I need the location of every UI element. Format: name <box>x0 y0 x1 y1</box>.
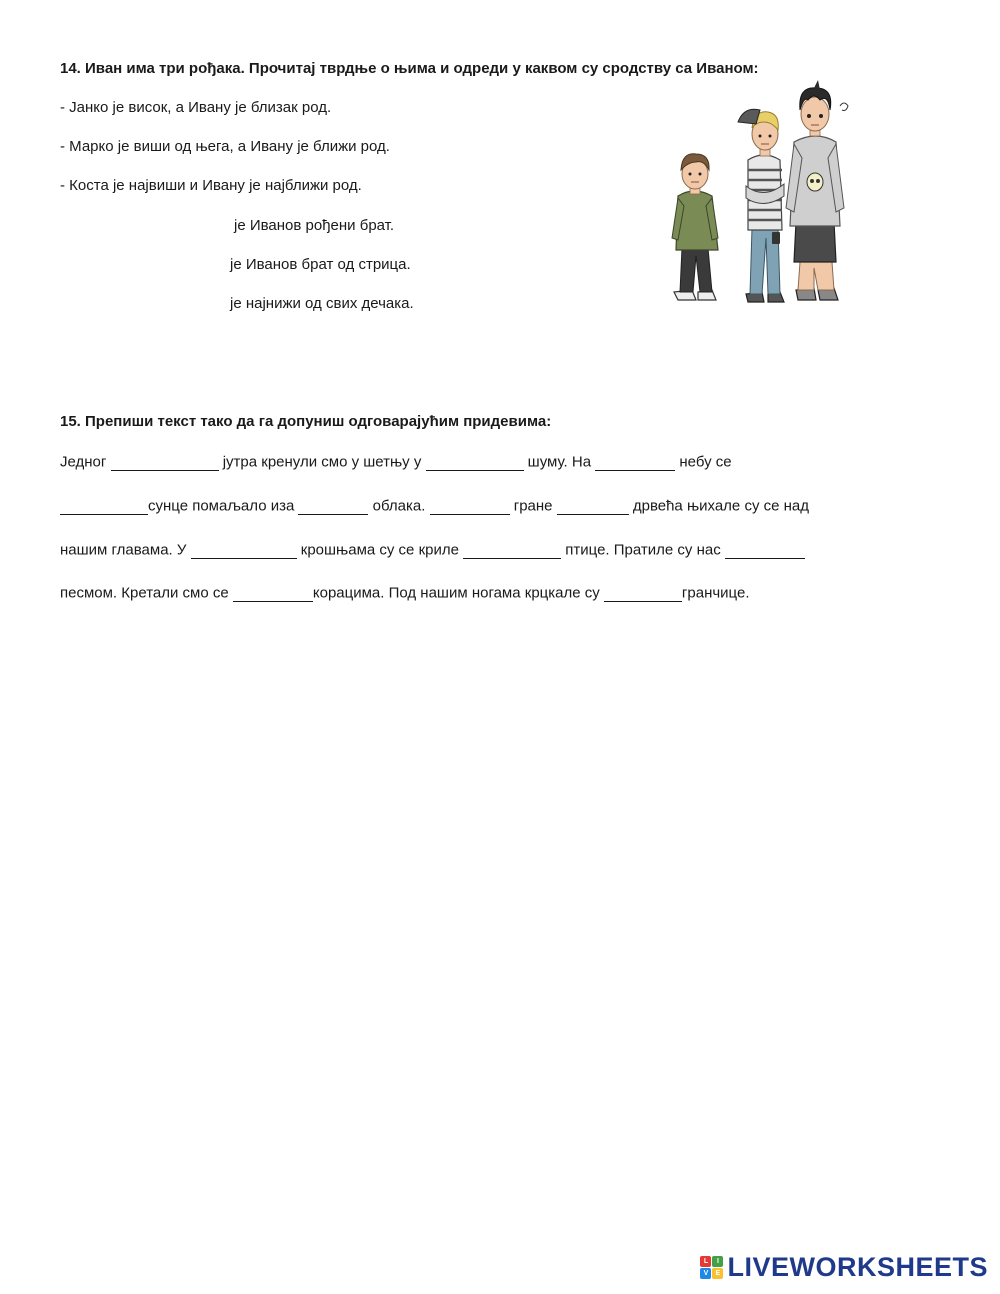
statement-marko: - Марко је виши од њега, а Ивану је ближи род. <box>60 138 390 155</box>
blank-6[interactable] <box>430 497 510 515</box>
blank-11[interactable] <box>233 584 313 602</box>
line1-text-d: небу се <box>675 453 732 471</box>
logo-letter-i: I <box>712 1256 723 1267</box>
liveworksheets-logo[interactable] <box>700 1252 988 1283</box>
line1-text-a: Једног <box>60 453 111 471</box>
blank-4[interactable] <box>60 497 148 515</box>
answer-input-2[interactable] <box>60 252 228 278</box>
brand-name: LIVEWORKSHEETS <box>727 1252 988 1282</box>
question-14-title: 14. Иван има три рођака. Прочитај тврдње о њима и одреди у каквом су сродству са Иваном: <box>60 60 759 77</box>
statement-janko: - Јанко је висок, а Ивану је близак род. <box>60 99 332 116</box>
line2-text-c: гране <box>509 497 557 515</box>
boy-tall-figure <box>786 80 848 300</box>
blank-5[interactable] <box>298 497 368 515</box>
blank-10[interactable] <box>725 541 805 559</box>
line3-text-c: птице. Пратиле су нас <box>561 541 725 559</box>
logo-letter-l: L <box>700 1256 711 1267</box>
statement-kosta: - Коста је највиши и Ивану је најближи род. <box>60 177 362 194</box>
blank-7[interactable] <box>557 497 629 515</box>
blank-9[interactable] <box>463 541 561 559</box>
line3-text-a: нашим главама. У <box>60 541 191 559</box>
line2-text-a: сунце помаљало иза <box>148 497 299 515</box>
blank-8[interactable] <box>191 541 297 559</box>
line4-text-c: гранчице. <box>681 584 750 602</box>
blank-1[interactable] <box>111 453 219 471</box>
paragraph-line-1 <box>60 453 732 471</box>
line4-text-a: песмом. Кретали смо се <box>60 584 233 602</box>
logo-mark-icon <box>700 1256 723 1279</box>
boy-medium-figure <box>738 109 784 302</box>
paragraph-line-4 <box>60 584 750 602</box>
line2-text-b: облака. <box>368 497 430 515</box>
line3-text-b: крошњама су се криле <box>296 541 464 559</box>
answer-input-1[interactable] <box>60 213 232 239</box>
blank-2[interactable] <box>426 453 524 471</box>
answer-text-2: је Иванов брат од стрица. <box>230 256 411 273</box>
paragraph-line-3 <box>60 541 805 559</box>
answer-text-3: је најнижи од свих дечака. <box>230 295 414 312</box>
line4-text-b: корацима. Под нашим ногама крцкале су <box>312 584 604 602</box>
question-15-title: 15. Препиши текст тако да га допуниш одговарајућим придевима: <box>60 413 552 430</box>
blank-12[interactable] <box>604 584 682 602</box>
answer-input-3[interactable] <box>60 291 228 317</box>
line2-text-d: дрвећа њихале су се над <box>628 497 810 515</box>
paragraph-line-2 <box>60 497 809 515</box>
three-boys-illustration <box>668 78 858 310</box>
blank-3[interactable] <box>595 453 675 471</box>
line1-text-b: јутра кренули смо у шетњу у <box>218 453 426 471</box>
boy-short-figure <box>672 154 718 300</box>
answer-text-1: је Иванов рођени брат. <box>234 217 395 234</box>
logo-letter-v: V <box>700 1268 711 1279</box>
line1-text-c: шуму. На <box>523 453 596 471</box>
logo-letter-e: E <box>712 1268 723 1279</box>
